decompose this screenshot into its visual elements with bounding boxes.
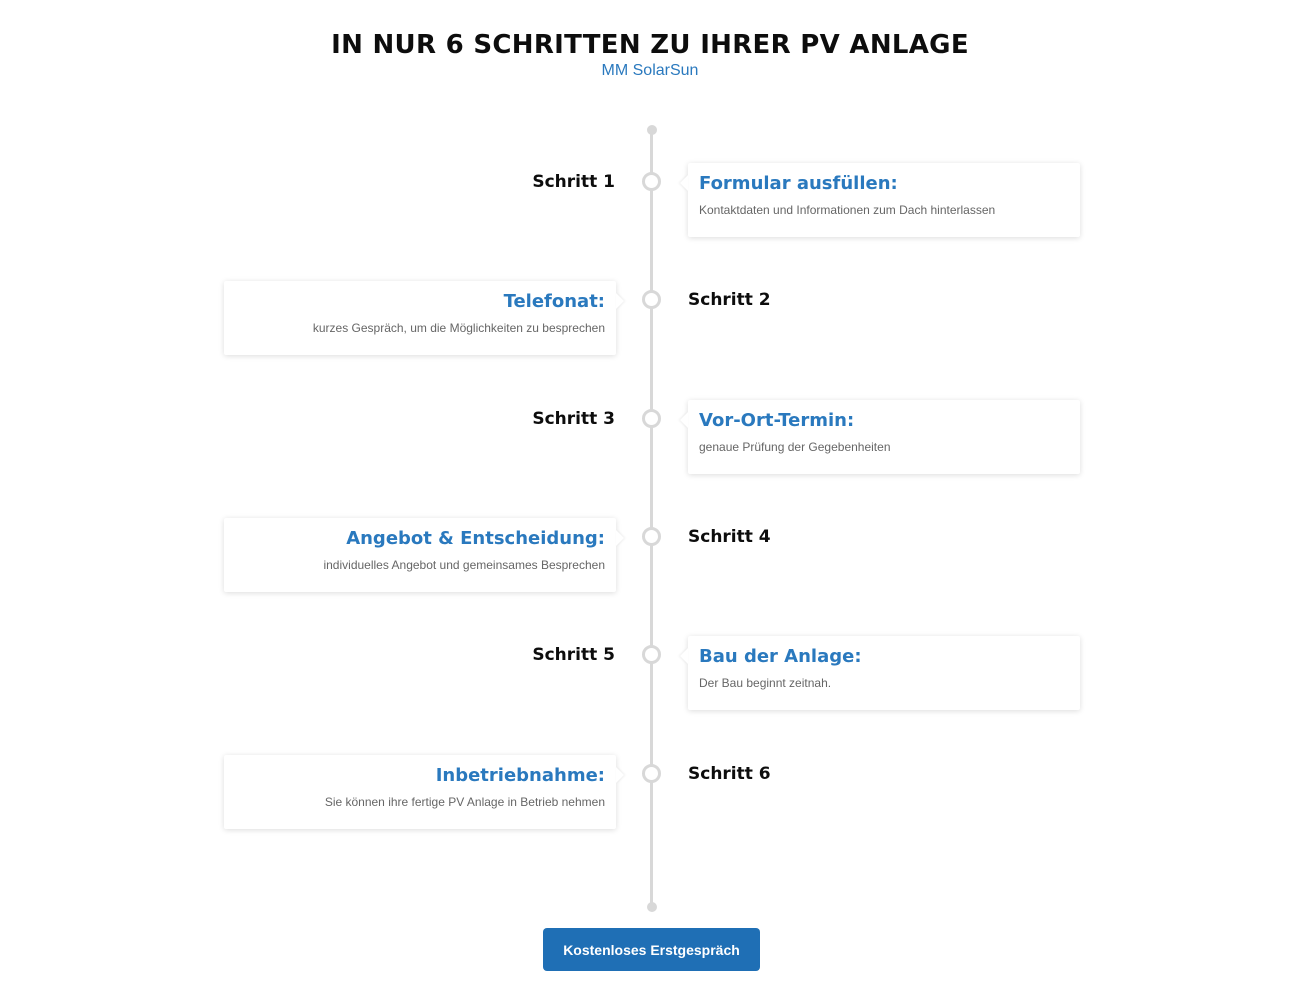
step-node-icon xyxy=(642,645,661,664)
card-pointer xyxy=(616,530,624,546)
timeline-line xyxy=(650,128,653,908)
page-title: IN NUR 6 SCHRITTEN ZU IHRER PV ANLAGE xyxy=(331,30,969,60)
step-title: Vor-Ort-Termin: xyxy=(699,410,855,431)
step-description: individuelles Angebot und gemeinsames Besprechen xyxy=(323,558,605,572)
step-label: Schritt 5 xyxy=(532,645,615,665)
step-title: Telefonat: xyxy=(503,291,605,312)
free-consultation-button[interactable]: Kostenloses Erstgespräch xyxy=(543,928,760,971)
step-description: Der Bau beginnt zeitnah. xyxy=(699,676,832,690)
step-card xyxy=(688,163,1080,237)
card-pointer xyxy=(680,648,688,664)
step-label: Schritt 2 xyxy=(688,290,771,310)
step-node-icon xyxy=(642,764,661,783)
step-card xyxy=(224,755,616,829)
step-node-icon xyxy=(642,290,661,309)
step-node-icon xyxy=(642,527,661,546)
step-card xyxy=(224,281,616,355)
step-title: Inbetriebnahme: xyxy=(435,765,605,786)
step-label: Schritt 4 xyxy=(688,527,771,547)
step-card xyxy=(688,636,1080,710)
card-pointer xyxy=(616,293,624,309)
step-description: kurzes Gespräch, um die Möglichkeiten zu besprechen xyxy=(312,321,605,335)
card-pointer xyxy=(616,767,624,783)
step-label: Schritt 6 xyxy=(688,764,771,784)
step-title: Angebot & Entscheidung: xyxy=(346,528,605,549)
step-card xyxy=(224,518,616,592)
page-subtitle: MM SolarSun xyxy=(601,62,699,79)
card-pointer xyxy=(680,412,688,428)
step-label: Schritt 1 xyxy=(532,172,615,192)
step-description: genaue Prüfung der Gegebenheiten xyxy=(699,440,891,454)
step-description: Sie können ihre fertige PV Anlage in Betrieb nehmen xyxy=(324,795,605,809)
step-node-icon xyxy=(642,172,661,191)
step-card xyxy=(688,400,1080,474)
timeline-start-dot xyxy=(647,125,657,135)
step-title: Bau der Anlage: xyxy=(699,646,862,667)
card-pointer xyxy=(680,175,688,191)
step-label: Schritt 3 xyxy=(532,409,615,429)
step-title: Formular ausfüllen: xyxy=(699,173,898,194)
step-node-icon xyxy=(642,409,661,428)
step-description: Kontaktdaten und Informationen zum Dach hinterlassen xyxy=(699,203,996,217)
timeline-end-dot xyxy=(647,902,657,912)
